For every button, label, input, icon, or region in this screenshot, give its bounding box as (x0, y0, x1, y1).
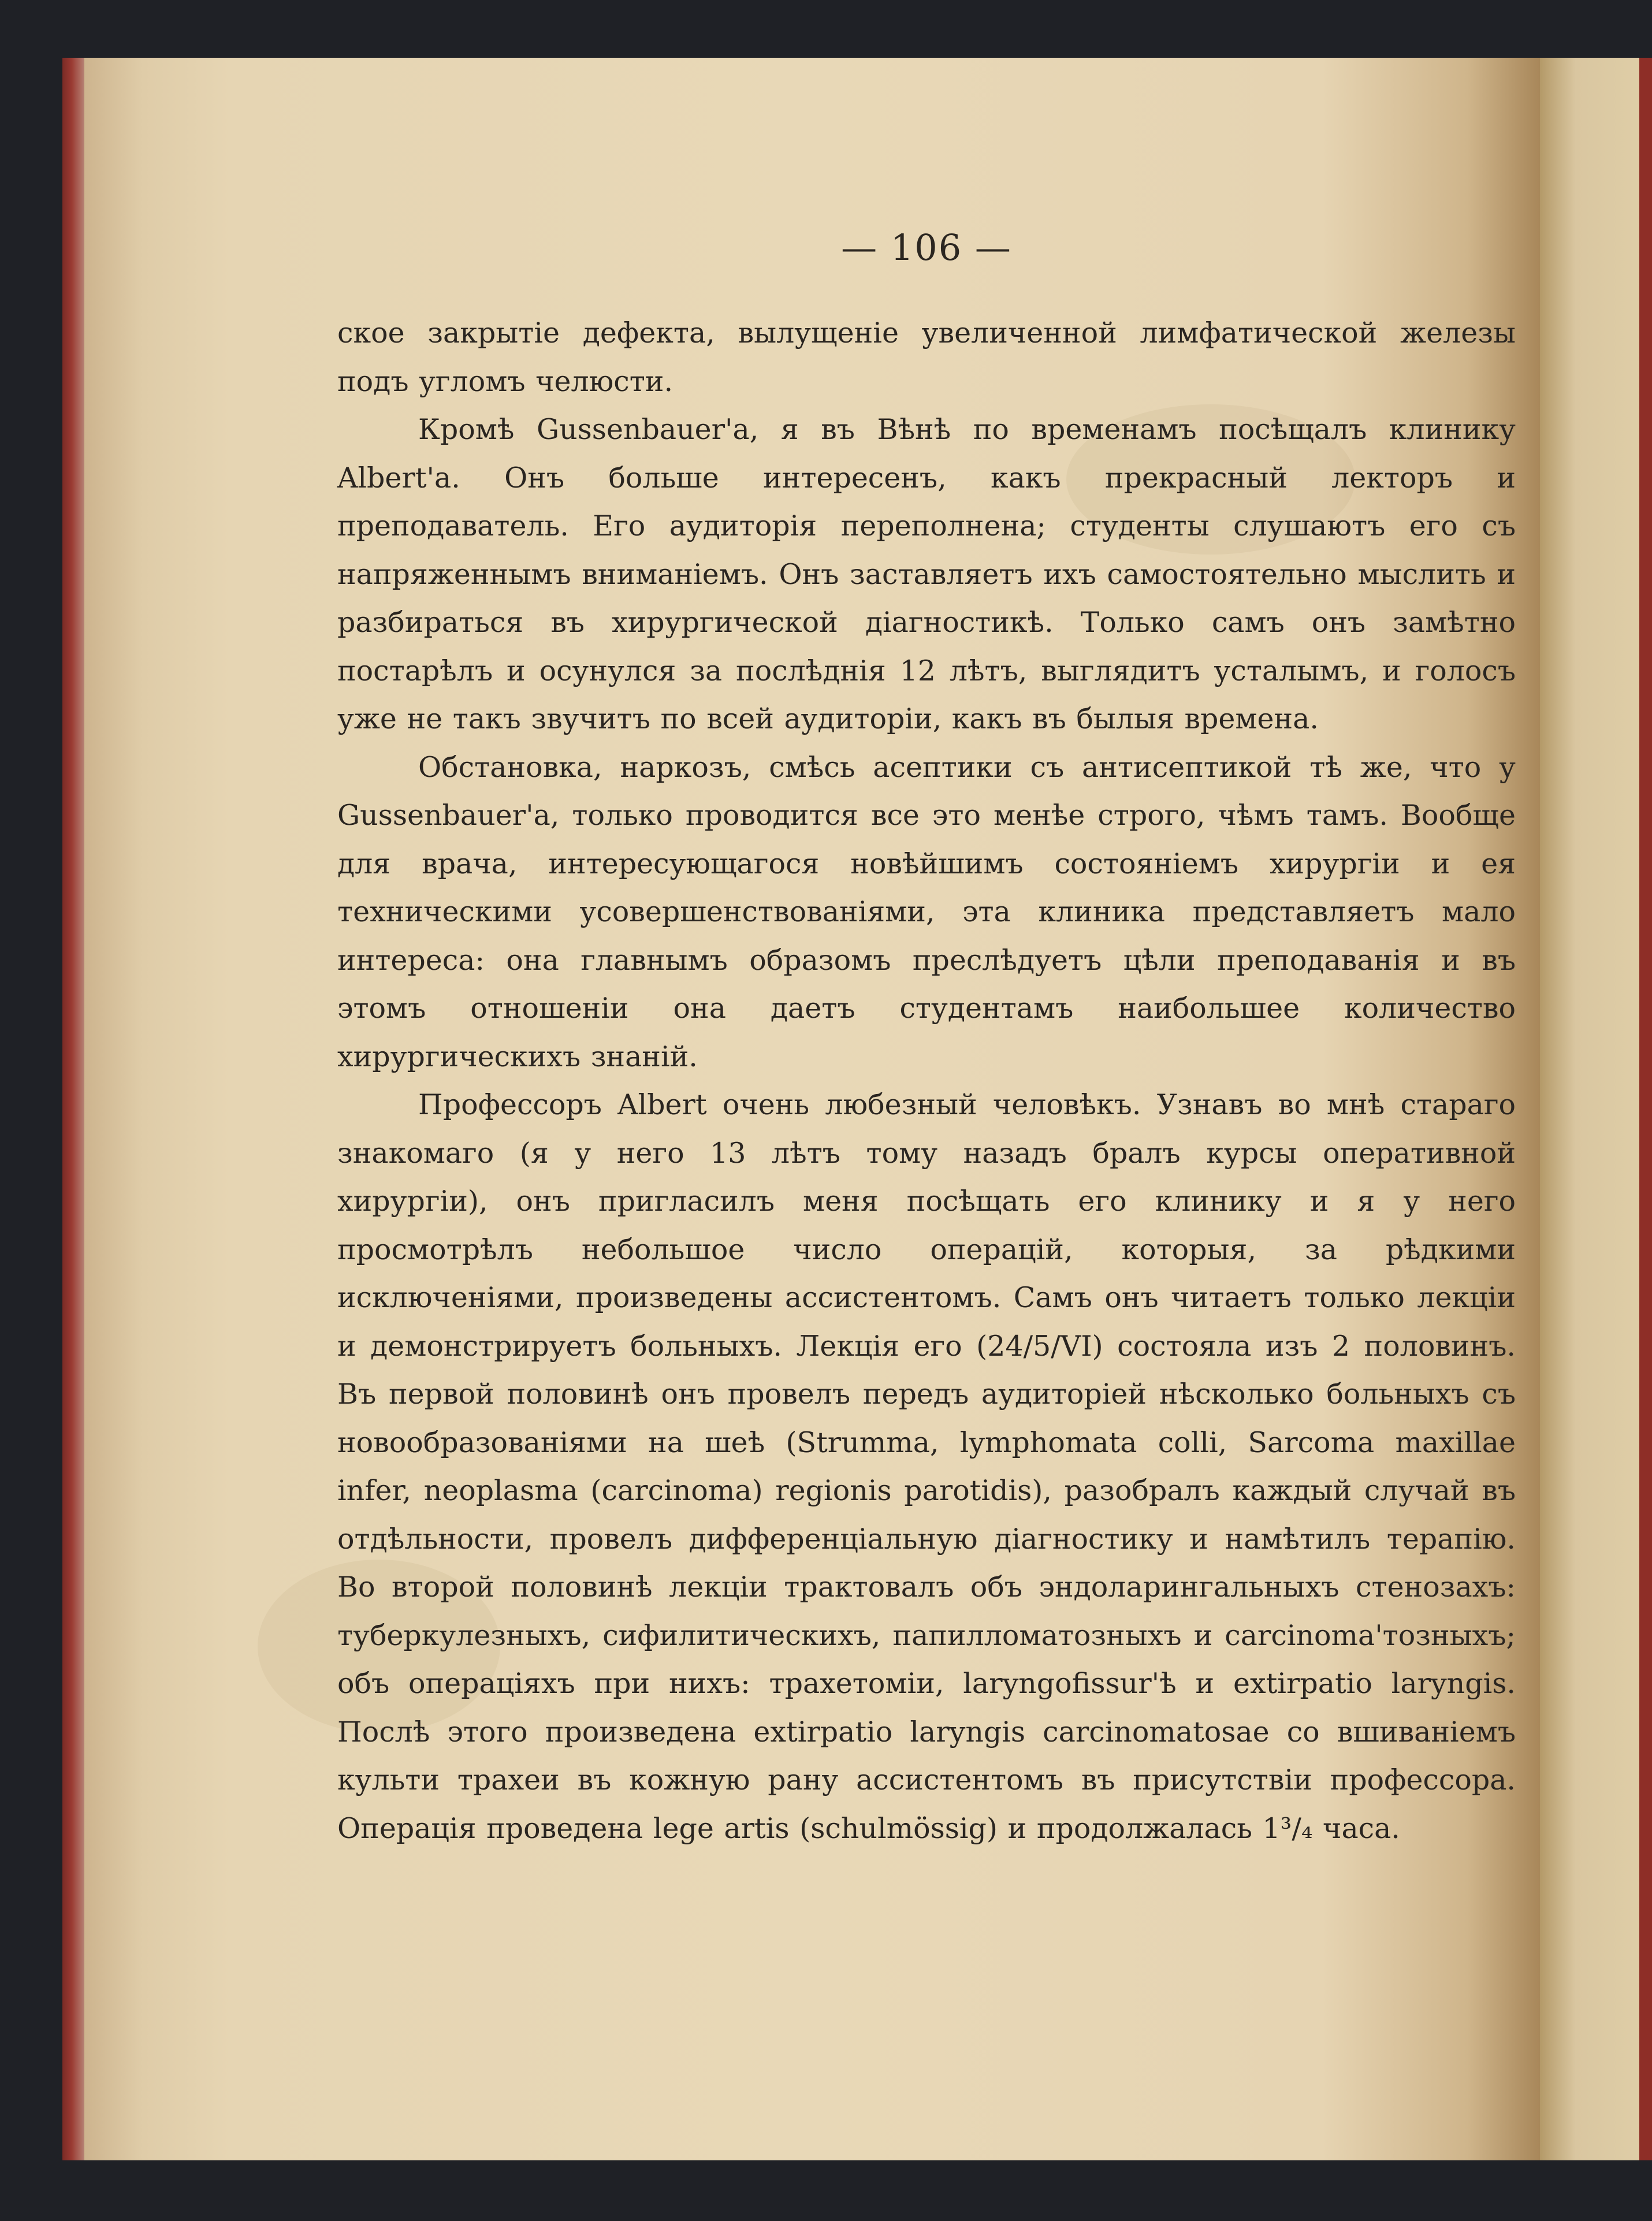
book-cover-edge-left (62, 58, 85, 2160)
paragraph-3: Обстановка, наркозъ, смѣсь асептики съ антисептикой тѣ же, что у Gussenbauer'а, только проводится все это менѣе строго, чѣмъ тамъ. Вообще для врача, интересующагося новѣйшимъ состояніемъ хирургіи и ея техническими усовершенствованіями, эта клиника представляетъ мало интереса: она главнымъ образомъ преслѣдуетъ цѣли преподаванія и въ этомъ отношеніи она даетъ студентамъ наибольшее количество хирургическихъ знаній. (337, 750, 1516, 1073)
book-page (84, 58, 1540, 2160)
paragraph-1: ское закрытіе дефекта, вылущеніе увеличенной лимфатической железы подъ угломъ челюсти. (337, 317, 1516, 398)
paragraph-2: Кромѣ Gussenbauer'а, я въ Вѣнѣ по временамъ посѣщалъ клинику Albert'а. Онъ больше интересенъ, какъ прекрасный лекторъ и преподаватель. Его аудиторія переполнена; студенты слушаютъ его съ напряженнымъ вниманіемъ. Онъ заставляетъ ихъ самостоятельно мыслить и разбираться въ хирургической діагностикѣ. Только самъ онъ замѣтно постарѣлъ и осунулся за послѣднія 12 лѣтъ, выглядитъ усталымъ, и голосъ уже не такъ звучитъ по всей аудиторіи, какъ въ былыя времена. (337, 413, 1516, 735)
book-cover-edge-right (1639, 58, 1652, 2160)
page-number: — 106 — (841, 226, 1012, 269)
page-text-block (337, 162, 1516, 1852)
paragraph-4: Профессоръ Albert очень любезный человѣкъ. Узнавъ во мнѣ стараго знакомаго (я у него 13 лѣтъ тому назадъ бралъ курсы оперативной хирургіи), онъ пригласилъ меня посѣщать его клинику и я у него просмотрѣлъ небольшое число операцій, которыя, за рѣдкими исключеніями, произведены ассистентомъ. Самъ онъ читаетъ только лекціи и демонстрируетъ больныхъ. Лекція его (24/5/VI) состояла изъ 2 половинъ. Въ первой половинѣ онъ провелъ передъ аудиторіей нѣсколько больныхъ съ новообразованіями на шеѣ (Strumma, lymphomata colli, Sarcoma maxillae infer, neoplasma (carcinoma) regionis parotidis), разобралъ каждый случай въ отдѣльности, провелъ дифференціальную діагностику и намѣтилъ терапію. Во второй половинѣ лекціи трактовалъ объ эндоларингальныхъ стенозахъ: туберкулезныхъ, сифилитическихъ, папилломатозныхъ и carcinoma'тозныхъ; объ операціяхъ при нихъ: трахетоміи, laryngofissur'ѣ и extirpatio laryngis. Послѣ этого произведена extirpatio laryngis carcinomatosae со вшиваніемъ культи трахеи въ кожную рану ассистентомъ въ присутствіи профессора. Операція проведена lege artis (schulmössig) и продолжалась 1³/₄ часа. (337, 1088, 1516, 1845)
